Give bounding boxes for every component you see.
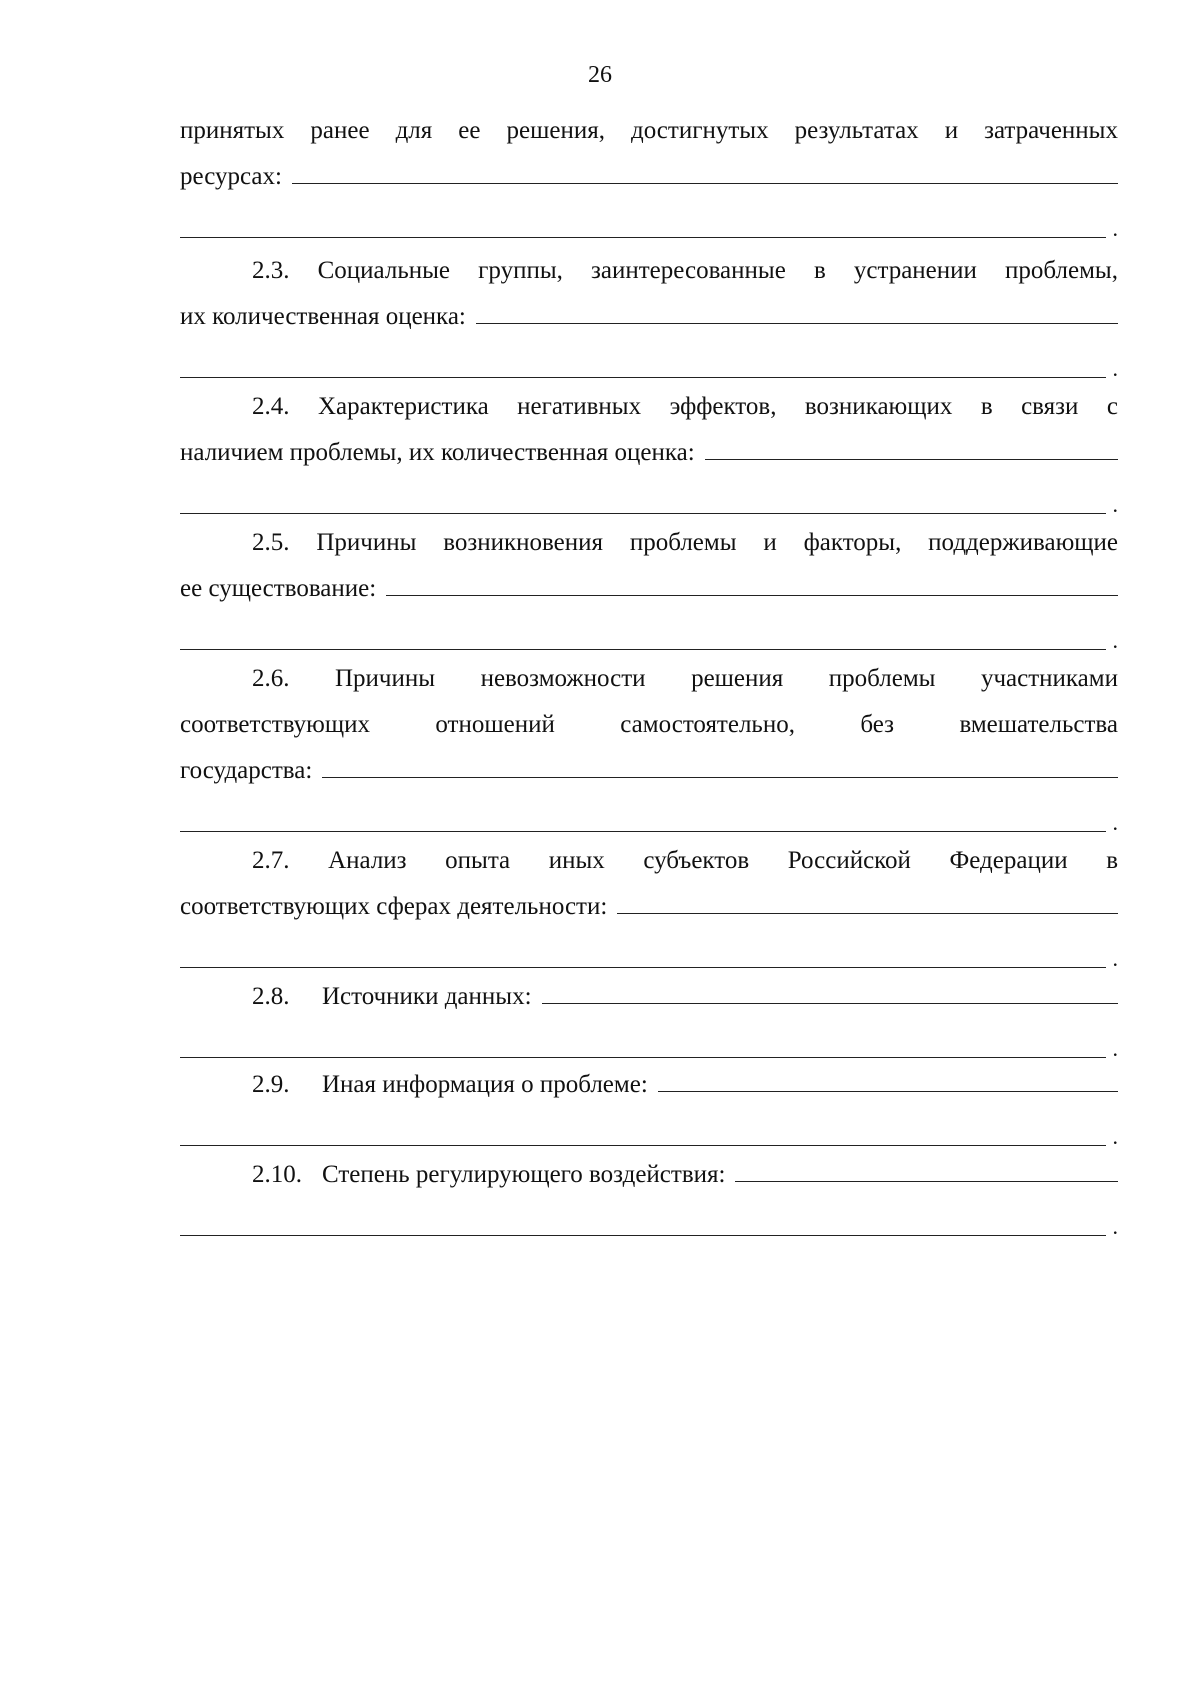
section-number: 2.9.: [252, 1071, 290, 1098]
word: Российской: [787, 847, 911, 874]
word: принятых: [180, 117, 285, 144]
field-line: [180, 294, 1118, 340]
period-mark: .: [1112, 1036, 1118, 1061]
word: решения,: [506, 117, 605, 144]
field-label: Источники данных:: [322, 983, 532, 1010]
word: ее: [458, 117, 481, 144]
field-label: ресурсах:: [180, 163, 282, 190]
field-label: наличием проблемы, их количественная оценка:: [180, 439, 695, 466]
word: возникновения: [443, 529, 604, 556]
word: возникающих: [804, 393, 953, 420]
section-2-3: [180, 248, 1118, 388]
word: самостоятельно,: [620, 711, 795, 738]
period-mark: .: [1112, 356, 1118, 381]
period-mark: .: [1112, 628, 1118, 653]
word: опыта: [445, 847, 511, 874]
text-line: [180, 384, 1118, 430]
field-line: [180, 884, 1118, 930]
answer-line[interactable]: [386, 566, 1118, 596]
word: негативных: [517, 393, 642, 420]
word: субъектов: [643, 847, 750, 874]
field-line: [180, 974, 1118, 1020]
word: вмешательства: [959, 711, 1118, 738]
section-2-9: [180, 1062, 1118, 1156]
period-mark: .: [1112, 1124, 1118, 1149]
word: факторы,: [803, 529, 902, 556]
word: участниками: [980, 665, 1118, 692]
word: проблемы: [828, 665, 936, 692]
word: невозможности: [480, 665, 646, 692]
field-label: ее существование:: [180, 575, 377, 602]
field-line: [180, 154, 1118, 200]
section-number: 2.8.: [252, 983, 290, 1010]
answer-line-continuation[interactable]: [180, 1110, 1118, 1156]
word: Федерации: [949, 847, 1068, 874]
field-line: [180, 430, 1118, 476]
answer-line[interactable]: [705, 430, 1118, 460]
period-mark: .: [1112, 810, 1118, 835]
page-number: 26: [588, 62, 612, 88]
answer-line[interactable]: [735, 1152, 1118, 1182]
word: в: [1106, 847, 1118, 874]
section-2-8: [180, 974, 1118, 1068]
word: проблемы,: [1005, 257, 1118, 284]
word: Причины: [316, 529, 417, 556]
answer-line[interactable]: [658, 1062, 1118, 1092]
word: соответствующих: [180, 711, 370, 738]
word: и: [763, 529, 777, 556]
period-mark: .: [1112, 1214, 1118, 1239]
period-mark: .: [1112, 216, 1118, 241]
answer-line[interactable]: [542, 974, 1118, 1004]
word: в: [980, 393, 993, 420]
word: Причины: [335, 665, 436, 692]
section-number: 2.7.: [252, 847, 290, 874]
section-number: 2.6.: [252, 665, 290, 692]
answer-line-continuation[interactable]: [180, 614, 1118, 660]
word: и: [944, 117, 959, 144]
word: решения: [691, 665, 784, 692]
word: устранении: [853, 257, 977, 284]
section-number: 2.3.: [252, 257, 290, 284]
text-line: [180, 520, 1118, 566]
answer-line[interactable]: [476, 294, 1118, 324]
section-number: 2.5.: [252, 529, 290, 556]
field-label: соответствующих сферах деятельности:: [180, 893, 608, 920]
field-label: Иная информация о проблеме:: [322, 1071, 648, 1098]
section-number: 2.10.: [252, 1161, 302, 1188]
section-2-6: [180, 656, 1118, 842]
word: связи: [1021, 393, 1079, 420]
word: ранее: [310, 117, 370, 144]
word: достигнутых: [630, 117, 769, 144]
text-line: [180, 656, 1118, 702]
word: Характеристика: [317, 393, 489, 420]
section-2-2-continuation: [180, 108, 1118, 248]
section-2-10: [180, 1152, 1118, 1246]
field-line: [180, 1152, 1118, 1198]
word: затраченных: [984, 117, 1118, 144]
word: для: [395, 117, 433, 144]
field-line: [180, 566, 1118, 612]
word: Социальные: [317, 257, 451, 284]
period-mark: .: [1112, 946, 1118, 971]
answer-line-continuation[interactable]: [180, 342, 1118, 388]
text-line: [180, 108, 1118, 154]
word: эффектов,: [669, 393, 777, 420]
word: иных: [548, 847, 605, 874]
word: группы,: [478, 257, 563, 284]
field-label: государства:: [180, 757, 313, 784]
answer-line-continuation[interactable]: [180, 478, 1118, 524]
word: заинтересованные: [591, 257, 786, 284]
answer-line-continuation[interactable]: [180, 796, 1118, 842]
answer-line[interactable]: [292, 154, 1118, 184]
section-2-4: [180, 384, 1118, 524]
answer-line-continuation[interactable]: [180, 932, 1118, 978]
text-line: [180, 248, 1118, 294]
section-2-7: [180, 838, 1118, 978]
word: с: [1106, 393, 1118, 420]
field-line: [180, 748, 1118, 794]
word: в: [813, 257, 826, 284]
section-2-5: [180, 520, 1118, 660]
field-label: их количественная оценка:: [180, 303, 466, 330]
answer-line[interactable]: [322, 748, 1118, 778]
word: результатах: [794, 117, 919, 144]
answer-line-continuation[interactable]: [180, 202, 1118, 248]
word: Анализ: [328, 847, 407, 874]
text-line: [180, 838, 1118, 884]
answer-line[interactable]: [617, 884, 1118, 914]
field-line: [180, 1062, 1118, 1108]
word: без: [860, 711, 895, 738]
text-line: [180, 702, 1118, 748]
answer-line-continuation[interactable]: [180, 1200, 1118, 1246]
word: отношений: [435, 711, 555, 738]
section-number: 2.4.: [252, 393, 290, 420]
word: поддерживающие: [928, 529, 1118, 556]
field-label: Степень регулирующего воздействия:: [322, 1161, 726, 1188]
period-mark: .: [1112, 492, 1118, 517]
word: проблемы: [629, 529, 737, 556]
